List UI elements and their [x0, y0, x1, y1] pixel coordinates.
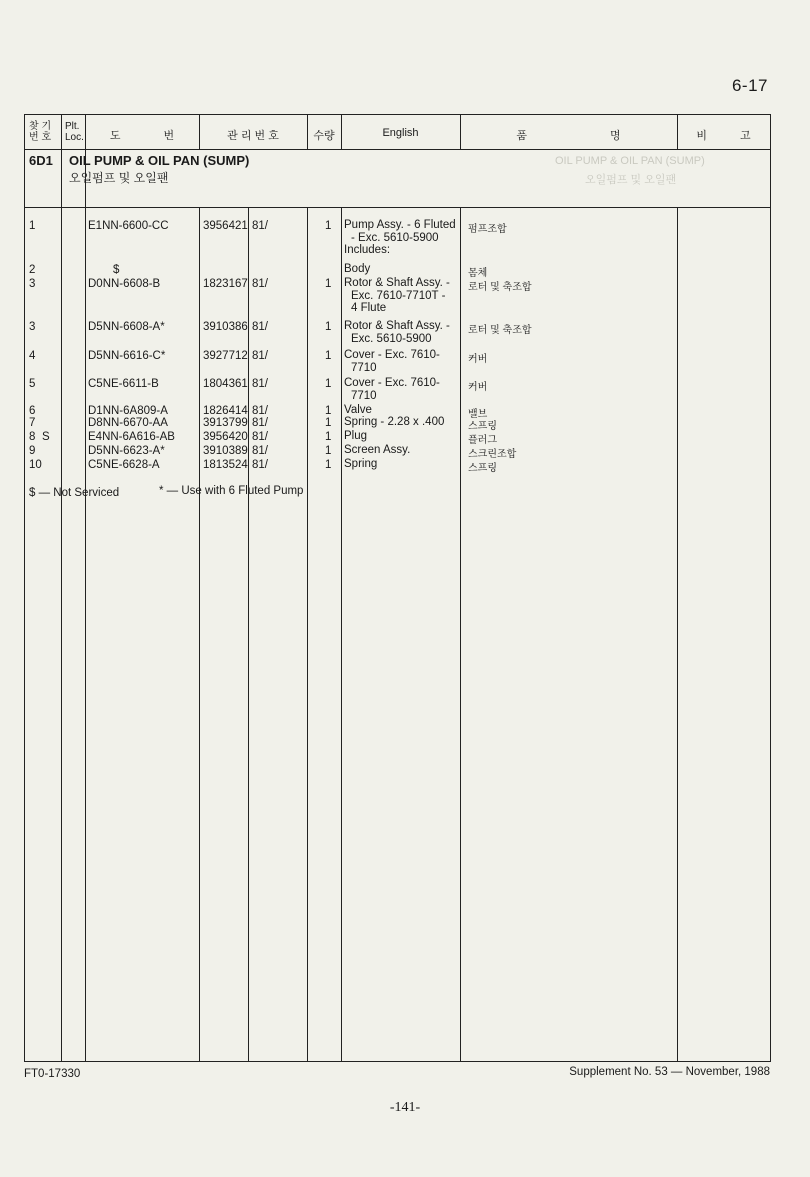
description-line: Spring [344, 458, 378, 470]
header-qty: 수량 [313, 130, 335, 142]
description-line: 4 Flute [351, 302, 387, 314]
section-divider [25, 207, 770, 208]
plt-loc: S [42, 431, 50, 443]
description-line: Rotor & Shaft Assy. - [344, 277, 450, 289]
item-number: 5 [29, 378, 36, 390]
item-number: 7 [29, 417, 36, 429]
item-number: 8 [29, 431, 36, 443]
item-number: 9 [29, 445, 36, 457]
col-divider [85, 115, 86, 1061]
header-item-no: 찾 기 번 호 [29, 121, 52, 143]
item-number: 1 [29, 220, 36, 232]
part-number: E4NN-6A616-AB [88, 431, 175, 443]
mgmt-number: 1813524 [203, 459, 248, 471]
quantity: 1 [325, 378, 332, 390]
item-number: 2 [29, 264, 36, 276]
quantity: 1 [325, 431, 332, 443]
section-code: 6D1 [29, 153, 53, 168]
quantity: 1 [325, 321, 332, 333]
description-line: Spring - 2.28 x .400 [344, 416, 445, 428]
english-description [344, 430, 367, 443]
mgmt-suffix: 81/ [252, 350, 268, 362]
part-number: D8NN-6670-AA [88, 417, 168, 429]
english-description [344, 349, 440, 374]
header-part-no: 도 번 [109, 130, 175, 142]
quantity: 1 [325, 445, 332, 457]
description-line: Includes: [344, 244, 391, 256]
mgmt-number: 3956420 [203, 431, 248, 443]
col-divider [677, 207, 678, 1061]
description-line: Plug [344, 430, 368, 442]
header-remarks: 비 고 [696, 130, 751, 142]
document-code: FT0-17330 [24, 1068, 81, 1080]
page-footer-number: -141- [389, 1100, 421, 1115]
korean-name: 몸체 [468, 268, 488, 279]
english-description [344, 219, 456, 257]
mgmt-number: 3913799 [203, 417, 248, 429]
english-description [344, 444, 410, 457]
description-line: Screen Assy. [344, 444, 411, 456]
mgmt-number: 1804361 [203, 378, 248, 390]
english-description [344, 458, 377, 471]
mgmt-number: 3927712 [203, 350, 248, 362]
korean-name: 밸브 [468, 409, 488, 420]
supplement-note: Supplement No. 53 — November, 1988 [569, 1066, 770, 1078]
part-number: E1NN-6600-CC [88, 220, 169, 232]
korean-name: 스프링 [468, 421, 497, 432]
header-korean: 품 명 [516, 130, 621, 142]
quantity: 1 [325, 350, 332, 362]
quantity: 1 [325, 417, 332, 429]
description-line: Exc. 7610-7710T - [351, 289, 446, 302]
item-number: 3 [29, 321, 36, 333]
col-divider [248, 207, 249, 1061]
section-title: OIL PUMP & OIL PAN (SUMP) [69, 153, 250, 168]
english-description [344, 320, 450, 345]
mgmt-suffix: 81/ [252, 321, 268, 333]
description-line: Body [344, 263, 371, 275]
english-description [344, 277, 450, 315]
header-mgmt-no: 관 리 번 호 [227, 130, 279, 142]
mgmt-suffix: 81/ [252, 445, 268, 457]
english-description [344, 377, 440, 402]
header-divider [25, 149, 770, 150]
part-number: D5NN-6616-C* [88, 350, 166, 362]
quantity: 1 [325, 278, 332, 290]
part-number: C5NE-6611-B [88, 378, 159, 390]
part-number: D5NN-6623-A* [88, 445, 165, 457]
korean-name: 플러그 [468, 435, 497, 446]
mgmt-suffix: 81/ [252, 278, 268, 290]
korean-name: 스프링 [468, 463, 497, 474]
parts-table [24, 114, 771, 1062]
mgmt-suffix: 81/ [252, 417, 268, 429]
description-line: Cover - Exc. 7610- [344, 377, 440, 389]
description-line: 7710 [351, 389, 377, 402]
description-line: Pump Assy. - 6 Fluted [344, 219, 456, 231]
english-description [344, 263, 370, 276]
part-number: $ [113, 264, 120, 276]
korean-name: 커버 [468, 354, 488, 365]
col-divider [199, 207, 200, 1061]
english-description [344, 404, 372, 417]
description-line: 7710 [351, 361, 377, 374]
show-through-text: 오일펌프 및 오일팬 [585, 174, 677, 186]
quantity: 1 [325, 459, 332, 471]
korean-name: 스크린조합 [468, 449, 517, 460]
korean-name: 로터 및 축조합 [468, 325, 532, 336]
header-plt-loc: Plt. Loc. [65, 121, 84, 143]
col-divider [460, 207, 461, 1061]
mgmt-suffix: 81/ [252, 459, 268, 471]
korean-name: 펌프조합 [468, 224, 507, 235]
mgmt-suffix: 81/ [252, 431, 268, 443]
header-english: English [382, 127, 419, 139]
mgmt-number: 3910389 [203, 445, 248, 457]
mgmt-number: 3956421 [203, 220, 248, 232]
mgmt-suffix: 81/ [252, 220, 268, 232]
description-line: Rotor & Shaft Assy. - [344, 320, 450, 332]
mgmt-number: 1826414 [203, 405, 248, 417]
item-number: 6 [29, 405, 36, 417]
part-number: D5NN-6608-A* [88, 321, 165, 333]
item-number: 4 [29, 350, 36, 362]
mgmt-suffix: 81/ [252, 378, 268, 390]
col-divider [341, 207, 342, 1061]
col-divider [307, 207, 308, 1061]
mgmt-number: 3910386 [203, 321, 248, 333]
col-divider [61, 115, 62, 1061]
part-number: D1NN-6A809-A [88, 405, 168, 417]
description-line: - Exc. 5610-5900 [351, 231, 439, 244]
quantity: 1 [325, 405, 332, 417]
description-line: Valve [344, 404, 372, 416]
part-number: D0NN-6608-B [88, 278, 161, 290]
footnote-fluted: * — Use with 6 Fluted Pump [159, 485, 304, 497]
part-number: C5NE-6628-A [88, 459, 160, 471]
item-number: 3 [29, 278, 36, 290]
page-number: 6-17 [731, 76, 768, 95]
mgmt-number: 1823167 [203, 278, 248, 290]
item-number: 10 [29, 459, 42, 471]
description-line: Cover - Exc. 7610- [344, 349, 440, 361]
section-subtitle: 오일펌프 및 오일팬 [69, 171, 169, 185]
mgmt-suffix: 81/ [252, 405, 268, 417]
korean-name: 커버 [468, 382, 488, 393]
show-through-text: OIL PUMP & OIL PAN (SUMP) [555, 155, 705, 167]
korean-name: 로터 및 축조합 [468, 282, 532, 293]
footnote-not-serviced: $ — Not Serviced [29, 487, 120, 499]
english-description [344, 416, 444, 429]
description-line: Exc. 5610-5900 [351, 332, 432, 345]
quantity: 1 [325, 220, 332, 232]
